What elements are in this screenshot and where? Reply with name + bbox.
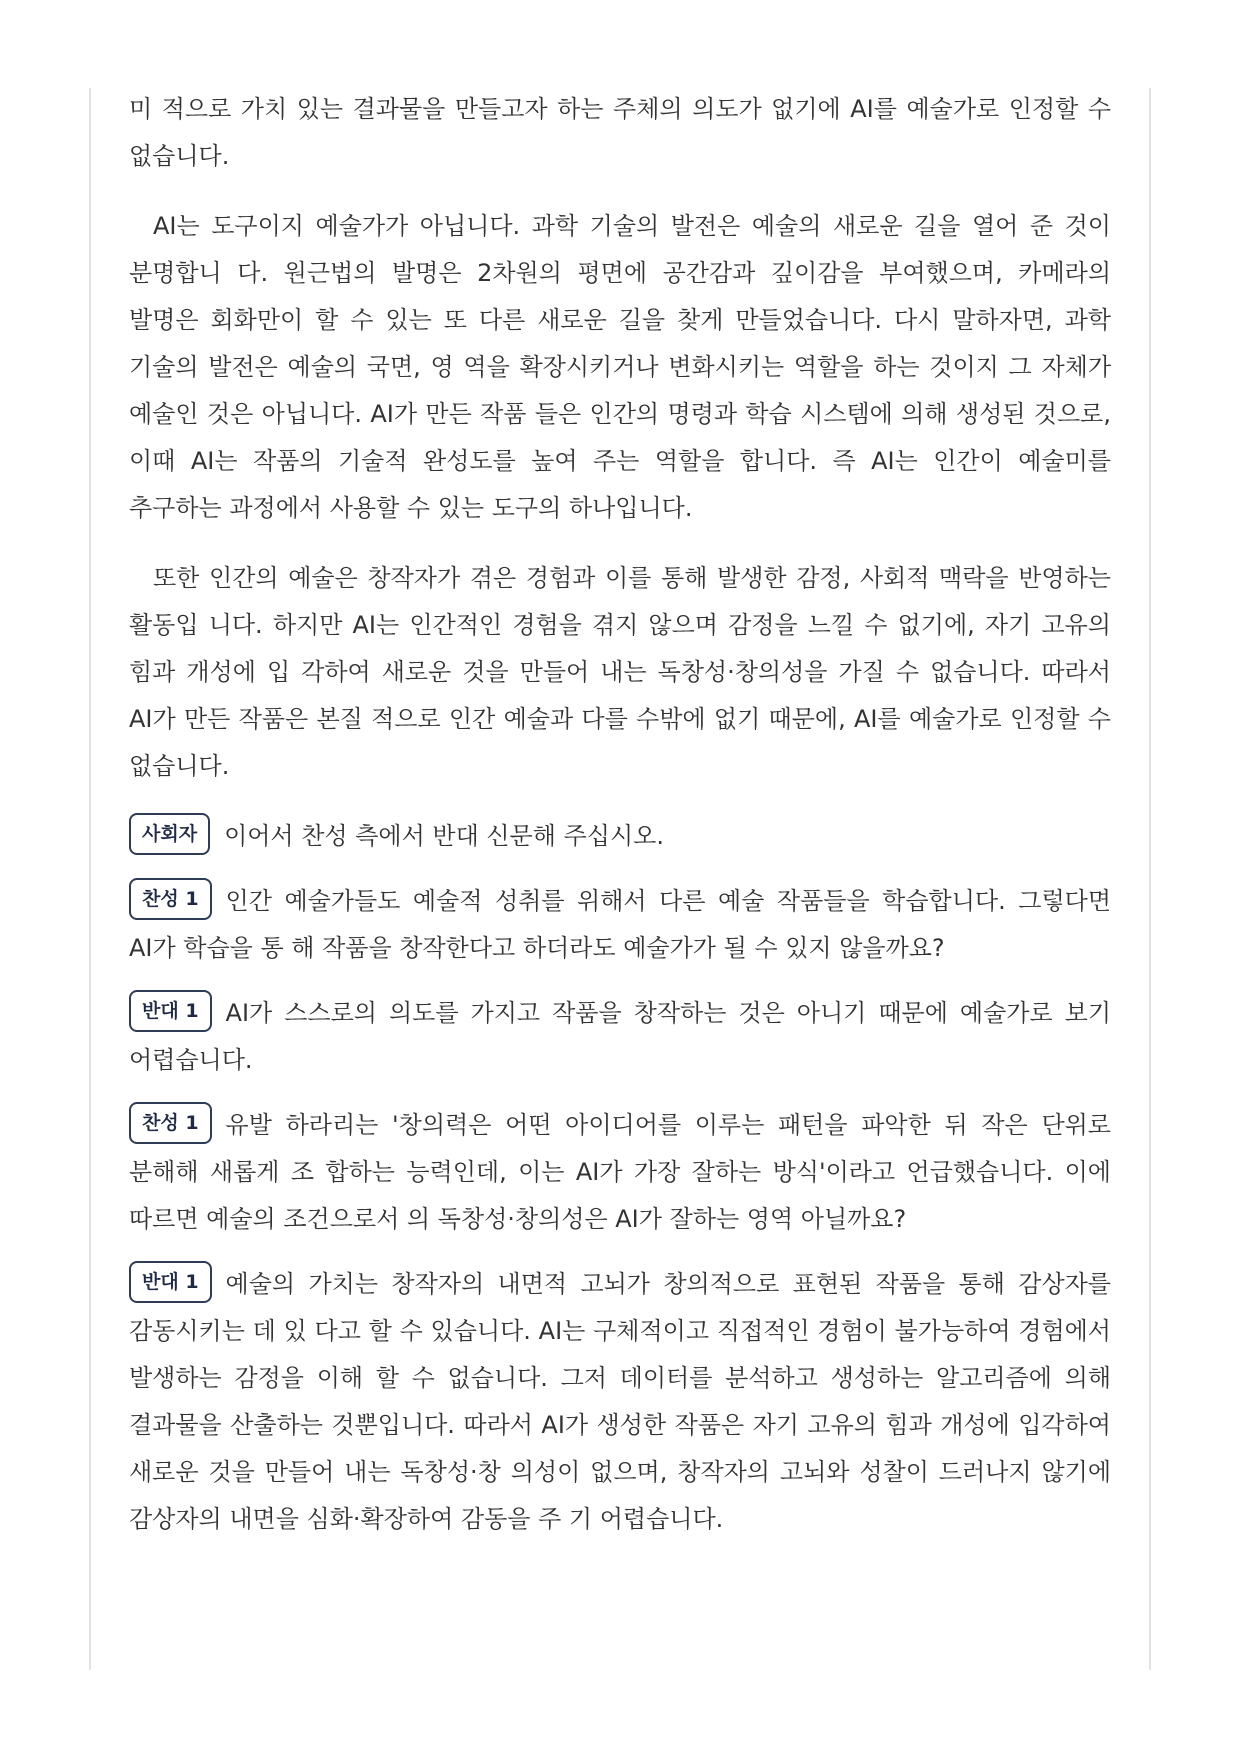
speaker-badge: 찬성 1 (129, 878, 212, 920)
paragraph-human-art: 또한 인간의 예술은 창작자가 겪은 경험과 이를 통해 발생한 감정, 사회적 맥락을 반영하는 활동입 니다. 하지만 AI는 인간적인 경험을 겪지 않으며 감정을 느낄 수 없기에, 자기 고유의 힘과 개성에 입 각하여 새로운 것을 만들어 내는 독창성·창의성을 가질 수 없습니다. 따라서 AI가 만든 작품은 본질 적으로 인간 예술과 다를 수밖에 없기 때문에, AI를 예술가로 인정할 수 없습니다. (129, 564, 1111, 780)
left-margin-rule (89, 88, 91, 1670)
dialogue-text: 인간 예술가들도 예술적 성취를 위해서 다른 예술 작품들을 학습합니다. 그렇다면 AI가 학습을 통 해 작품을 창작한다고 하더라도 예술가가 될 수 있지 않을까요? (129, 887, 1111, 962)
dialogue-text: 예술의 가치는 창작자의 내면적 고뇌가 창의적으로 표현된 작품을 통해 감상자를 감동시키는 데 있 다고 할 수 있습니다. AI는 구체적이고 직접적인 경험이 불가능하여 경험에서 발생하는 감정을 이해 할 수 없습니다. 그저 데이터를 분석하고 생성하는 알고리즘에 의해 결과물을 산출하는 것뿐입니다. 따라서 AI가 생성한 작품은 자기 고유의 힘과 개성에 입각하여 새로운 것을 만들어 내는 독창성·창 의성이 없으며, 창작자의 고뇌와 성찰이 드러나지 않기에 감상자의 내면을 심화·확장하여 감동을 주 기 어렵습니다. (129, 1270, 1111, 1533)
dialogue-text: 이어서 찬성 측에서 반대 신문해 주십시오. (224, 822, 664, 850)
dialogue-turn (129, 1102, 1111, 1243)
dialogue-turn (129, 990, 1111, 1084)
speaker-badge: 반대 1 (129, 1261, 212, 1303)
document-body (129, 86, 1111, 1561)
speaker-badge: 반대 1 (129, 990, 212, 1032)
speaker-badge: 사회자 (129, 813, 210, 855)
dialogue-text: 유발 하라리는 '창의력은 어떤 아이디어를 이루는 패턴을 파악한 뒤 작은 단위로 분해해 새롭게 조 합하는 능력인데, 이는 AI가 가장 잘하는 방식'이라고 언급했습니다. 이에 따르면 예술의 조건으로서 의 독창성·창의성은 AI가 잘하는 영역 아닐까요? (129, 1111, 1111, 1233)
paragraph-ai-is-a-tool: AI는 도구이지 예술가가 아닙니다. 과학 기술의 발전은 예술의 새로운 길을 열어 준 것이 분명합니 다. 원근법의 발명은 2차원의 평면에 공간감과 깊이감을 부여했으며, 카메라의 발명은 회화만이 할 수 있는 또 다른 새로운 길을 찾게 만들었습니다. 다시 말하자면, 과학 기술의 발전은 예술의 국면, 영 역을 확장시키거나 변화시키는 역할을 하는 것이지 그 자체가 예술인 것은 아닙니다. AI가 만든 작품 들은 인간의 명령과 학습 시스템에 의해 생성된 것으로, 이때 AI는 작품의 기술적 완성도를 높여 주는 역할을 합니다. 즉 AI는 인간이 예술미를 추구하는 과정에서 사용할 수 있는 도구의 하나입니다. (129, 212, 1111, 522)
right-margin-rule (1149, 88, 1151, 1670)
dialogue-turn (129, 878, 1111, 972)
dialogue-text: AI가 스스로의 의도를 가지고 작품을 창작하는 것은 아니기 때문에 예술가로 보기 어렵습니다. (129, 999, 1111, 1074)
speaker-badge: 찬성 1 (129, 1102, 212, 1144)
dialogue-turn (129, 813, 1111, 860)
paragraph-continuation: 미 적으로 가치 있는 결과물을 만들고자 하는 주체의 의도가 없기에 AI를 예술가로 인정할 수 없습니다. (129, 95, 1111, 170)
debate-dialogue (129, 813, 1111, 1543)
dialogue-turn (129, 1261, 1111, 1543)
